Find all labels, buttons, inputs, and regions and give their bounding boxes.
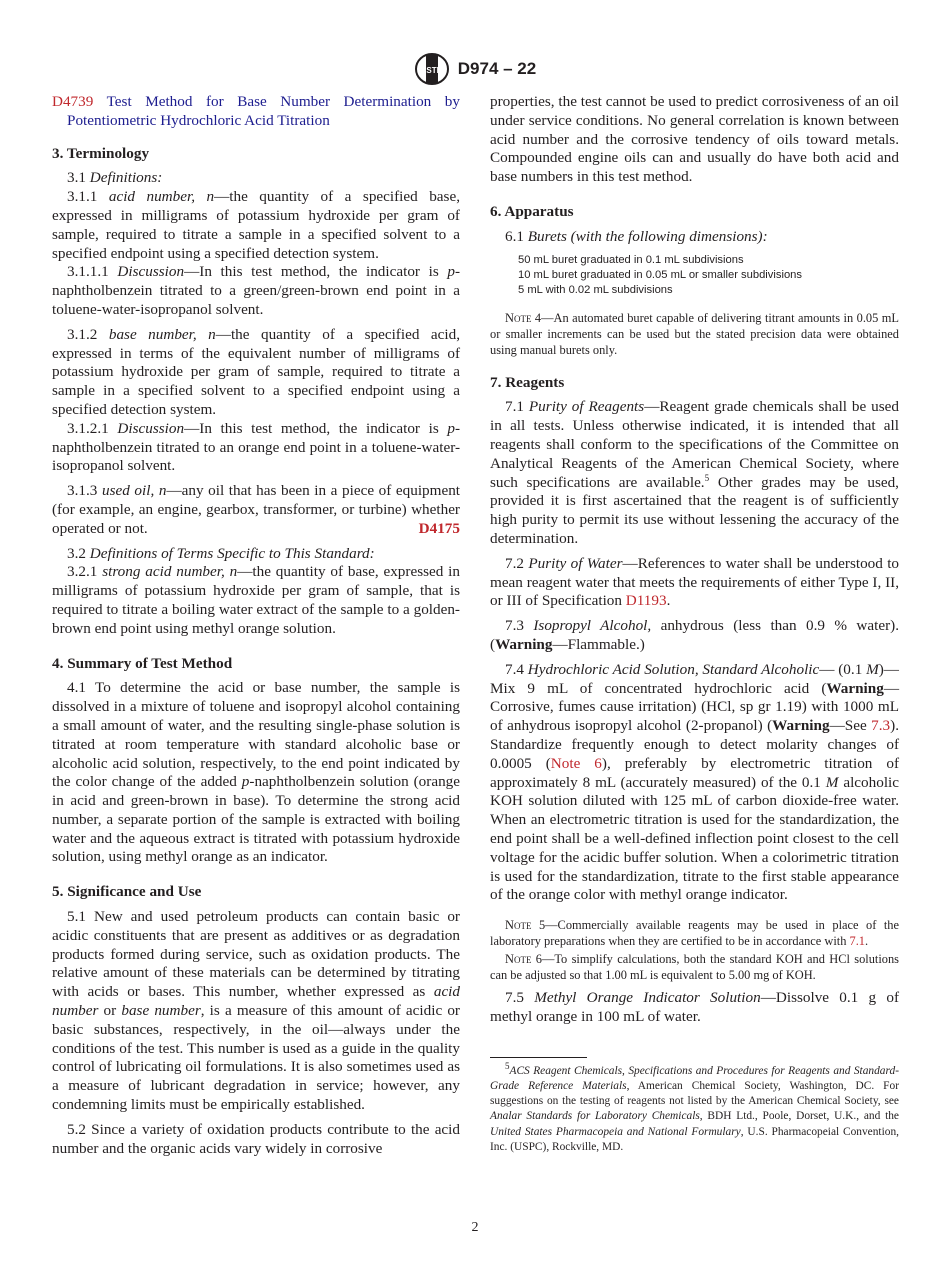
para-4-1: 4.1 To determine the acid or base number, the sample is dissolved in a mixture of toluene and isopropyl alcohol containing a small amount of water, and the resulting single-phase solution is titrated at room temperature with standard alcoholic base or alcoholic acid solution, respectively, to the end point indicated by the color change of the added p-naphtholbenzein solution (orange in acid and green-brown in base). To determine the strong acid number, a separate portion of the sample is extracted with boiling water and the aqueous extract is titrated with potassium hydroxide solution, using methyl orange as an indicator. bbox=[52, 679, 460, 866]
para-3-1-1-1: 3.1.1.1 Discussion—In this test method, the indicator is p-naphtholbenzein titrated to a green/green-brown end point in a toluene-water-isopropanol solvent. bbox=[52, 263, 461, 318]
section-6-heading: 6. Apparatus bbox=[490, 202, 574, 220]
link-note-6[interactable]: Note 6 bbox=[550, 754, 602, 772]
section-3-heading: 3. Terminology bbox=[52, 144, 150, 162]
section-4-heading: 4. Summary of Test Method bbox=[52, 654, 233, 672]
para-5-1: 5.1 New and used petroleum products can contain basic or acidic constituents that are present as additives or as degradation products formed during service, such as oxidation products. The relative amount of these materials can be determined by titrating with acids or bases. This number, whether expressed as acid number or base number, is a measure of this amount of acidic or basic substances, respectively, in the oil—always under the conditions of the test. This number is used as a guide in the quality control of lubricating oil formulations. It is also sometimes used as a measure of lubricant degradation in service; however, any condemning limits must be empirically established. bbox=[52, 908, 460, 1114]
para-5-2-continued: properties, the test cannot be used to predict corrosiveness of an oil under service conditions. No general correlation is known between acid number and the corrosive tendency of oils toward metals. Compounded engine oils can and usually do have both acid and base numbers in this test method. bbox=[490, 93, 899, 186]
para-3-2-1: 3.2.1 strong acid number, n—the quantity of base, expressed in milligrams of potassium hydroxide per gram of sample, that is required to titrate a boiling water extract of the sample to a golden-brown end point using methyl orange solution. bbox=[52, 563, 460, 637]
reference-d4739[interactable]: D4739 Test Method for Base Number Determination by Potentiometric Hydrochloric Acid Titration bbox=[52, 93, 460, 129]
para-7-3: 7.3 Isopropyl Alcohol, anhydrous (less than 0.9 % water). (Warning—Flammable.) bbox=[490, 617, 899, 653]
para-7-2: 7.2 Purity of Water—References to water shall be understood to mean reagent water that meets the requirements of either Type I, II, or III of Specification D1193. bbox=[490, 554, 900, 610]
para-6-1: 6.1 Burets (with the following dimensions): bbox=[505, 227, 768, 245]
section-5-heading: 5. Significance and Use bbox=[52, 883, 202, 901]
para-3-1-3: 3.1.3 used oil, n—any oil that has been in a piece of equipment (for example, an engine, gearbox, transformer, or turbine) whether operated or not. D4175 bbox=[52, 482, 461, 537]
page-header bbox=[0, 52, 950, 86]
list-item: 50 mL buret graduated in 0.1 mL subdivisions bbox=[518, 253, 744, 266]
right-column bbox=[490, 93, 899, 1155]
para-3-1-1: 3.1.1 acid number, n—the quantity of a specified base, expressed in milligrams of potassium hydroxide per gram of sample, required to titrate a sample in a specified solvent to a specified endpoint using a specified detection system. bbox=[52, 188, 460, 262]
link-7-3[interactable]: 7.3 bbox=[871, 717, 891, 735]
para-7-1: 7.1 Purity of Reagents—Reagent grade chemicals shall be used in all tests. Unless otherwise indicated, it is intended that all reagents shall conform to the specifications of the Committee on Analytical Reagents of the American Chemical Society, where such specifications are available.$^5$ Other grades may be used, provided it is first ascertained that the reagent is of sufficiently high purity to permit its use without lessening the accuracy of the determination. bbox=[490, 398, 900, 547]
astm-logo-icon bbox=[414, 52, 450, 86]
para-7-4: 7.4 Hydrochloric Acid Solution, Standard Alcoholic— (0.1 M)—Mix 9 mL of concentrated hydrochloric acid (Warning—Corrosive, fumes cause irritation) (HCl, sp gr 1.19) with 1000 mL of anhydrous isopropyl alcohol (2-propanol) (Warning—See 7.3). Standardize frequently enough to detect molarity changes of 0.0005 (Note 6), preferably by electrometric titration of approximately 8 mL (accurately measured) of the 0.1 M alcoholic KOH solution diluted with 125 mL of carbon dioxide-free water. When an electrometric titration is used for the standardization, the end point shall be a well-defined inflection point closest to the cell voltage for the acidic buffer solution. When a colorimetric titration is used for the standardization, titrate to the first stable appearance of the orange color with methyl orange indicator. bbox=[490, 660, 900, 904]
para-5-2: 5.2 Since a variety of oxidation products contribute to the acid number and the organic acids vary widely in corrosive bbox=[52, 1120, 460, 1157]
svg-text:ASTM: ASTM bbox=[420, 66, 444, 75]
footnote-5: $^5$ACS Reagent Chemicals, Specifications and Procedures for Reagents and Standard-Grade Reference Materials, American Chemical Society, Washington, DC. For suggestions on the testing of reagents not listed by the American Chemical Society, see Analar Standards for Laboratory Chemicals, BDH Ltd., Poole, Dorset, U.K., and the United States Pharmacopeia and National Formulary, U.S. Pharmacopeial Convention, Inc. (USPC), Rockville, MD. bbox=[490, 1060, 900, 1153]
note-5: Note 5—Commercially available reagents may be used in place of the laboratory preparations when they are certified to be in accordance with 7.1. bbox=[490, 918, 899, 949]
footnote-divider bbox=[490, 1057, 587, 1058]
para-3-1-2: 3.1.2 base number, n—the quantity of a specified acid, expressed in terms of the equivalent number of milligrams of potassium hydroxide per gram of sample, required to titrate a sample in a specified solvent to a specified endpoint using a specified detection system. bbox=[52, 325, 460, 418]
document-id: D974 – 22 bbox=[457, 59, 537, 78]
left-column bbox=[52, 93, 460, 1158]
note-6: Note 6—To simplify calculations, both the standard KOH and HCl solutions can be adjusted so that 1.00 mL is equivalent to 5.00 mg of KOH. bbox=[490, 952, 899, 983]
para-3-2: 3.2 Definitions of Terms Specific to This Standard: bbox=[67, 544, 375, 562]
page-number: 2 bbox=[471, 1220, 479, 1235]
list-item: 5 mL with 0.02 mL subdivisions bbox=[518, 283, 673, 296]
reference-d1193[interactable]: D1193 bbox=[625, 592, 667, 610]
link-7-1[interactable]: 7.1 bbox=[849, 934, 866, 949]
note-4: Note 4—An automated buret capable of delivering titrant amounts in 0.05 mL or smaller increments can be used but the stated precision data were obtained using manual burets only. bbox=[490, 310, 899, 357]
para-7-5: 7.5 Methyl Orange Indicator Solution—Dissolve 0.1 g of methyl orange in 100 mL of water. bbox=[490, 989, 900, 1025]
buret-list bbox=[490, 253, 899, 298]
section-7-heading: 7. Reagents bbox=[490, 373, 565, 391]
para-3-1: 3.1 Definitions: bbox=[67, 169, 163, 187]
list-item: 10 mL buret graduated in 0.05 mL or smaller subdivisions bbox=[518, 268, 802, 281]
para-3-1-2-1: 3.1.2.1 Discussion—In this test method, the indicator is p-naphtholbenzein titrated to an orange end point in a toluene-water-isopropanol solvent. bbox=[52, 419, 461, 475]
reference-d4175[interactable]: D4175 bbox=[418, 519, 460, 537]
